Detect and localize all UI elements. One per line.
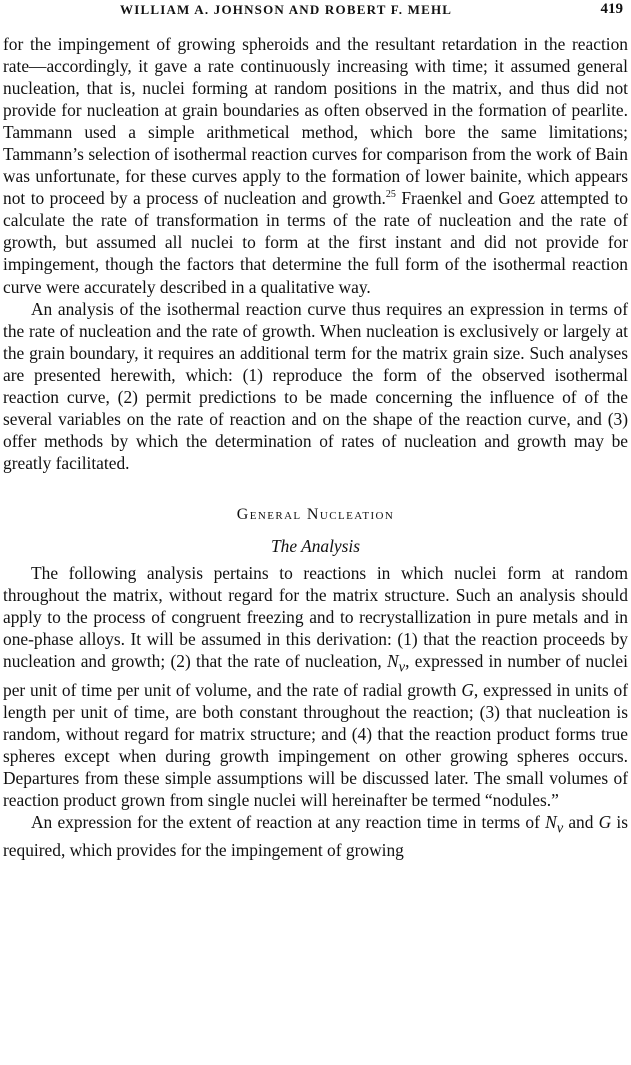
paragraph-3-text-c: , expressed in units of length per unit of time, are both constant throughout the reaction; (3) that nucleation is random, without regard for matrix structure; and (4) that the reaction product forms true spheres except when during growth impingement on other growing spheres occurs. Departures from these simple assumptions will be discussed later. The small volumes of reaction product grown from single nuclei will hereinafter be termed “nodules.” — [3, 679, 628, 810]
paragraph-1 — [3, 33, 628, 298]
paragraph-2: An analysis of the isothermal reaction curve thus requires an expression in terms of the rate of nucleation and the rate of growth. When nucleation is exclusively or largely at the grain boundary, it requires an additional term for the matrix grain size. Such analyses are presented herewith, which: (1) reproduce the form of the observed isothermal reaction curve, (2) permit predictions to be made concerning the influence of of the several variables on the rate of reaction and on the shape of the reaction curve, and (3) offer methods by which the determination of rates of nucleation and growth may be greatly facilitated. — [3, 298, 628, 473]
body-text — [3, 33, 628, 861]
symbol-g: G — [598, 811, 612, 832]
paragraph-3 — [3, 562, 628, 811]
running-head — [0, 2, 631, 24]
symbol-n: N — [545, 811, 557, 832]
footnote-ref: 25 — [385, 189, 396, 201]
running-head-title: WILLIAM A. JOHNSON AND ROBERT F. MEHL — [120, 2, 453, 17]
symbol-n-subscript-letter: v — [556, 820, 564, 837]
symbol-n-subscript-letter: v — [398, 659, 406, 676]
paragraph-1-text-a: for the impingement of growing spheroids and the resultant retardation in the reaction rate—accordingly, it gave a rate continuously increasing with time; it assumed general nucleation, that is, nuclei forming at random positions in the matrix, and thus did not provide for nucleation at grain boundaries as often observed in the formation of pearlite. Tammann used a simple arithmetical method, which bore the same limitations; Tammann’s selection of isothermal reaction curves for comparison from the work of Bain was unfortunate, for these curves apply to the formation of lower bainite, which appears not to proceed by a process of nucleation and growth. — [3, 34, 628, 209]
paragraph-4-text-c: is required, which provides for the impingement of growing — [3, 811, 628, 861]
paragraph-4 — [3, 811, 628, 862]
page-number: 419 — [600, 1, 623, 17]
paragraph-3-text-b: , expressed in number of nuclei per unit of time per unit of volume, and the rate of radial growth — [3, 651, 628, 700]
subsection-heading: The Analysis — [270, 535, 361, 556]
paragraph-1-text-b: Fraenkel and Goez attempted to calculate the rate of transformation in terms of the rate of nucleation and the rate of growth, but assumed all nuclei to form at the first instant and did not provide for impingement, though the factors that determine the full form of the isothermal reaction curve were accurately described in a qualitative way. — [3, 188, 628, 297]
section-heading: General Nucleation — [236, 505, 395, 523]
symbol-g: G — [461, 679, 474, 700]
symbol-n: N — [387, 651, 399, 672]
paragraph-4-text-b: and — [563, 811, 599, 832]
paragraph-3-text-a: The following analysis pertains to reactions in which nuclei form at random throughout the matrix, without regard for the matrix structure. Such an analysis should apply to the process of congruent freezing and to recrystallization in pure metals and in one-phase alloys. It will be assumed in this derivation: (1) that the reaction proceeds by nucleation and growth; (2) that the rate of nucleation, — [3, 562, 628, 672]
paragraph-4-text-a: An expression for the extent of reaction at any reaction time in terms of — [31, 811, 546, 832]
